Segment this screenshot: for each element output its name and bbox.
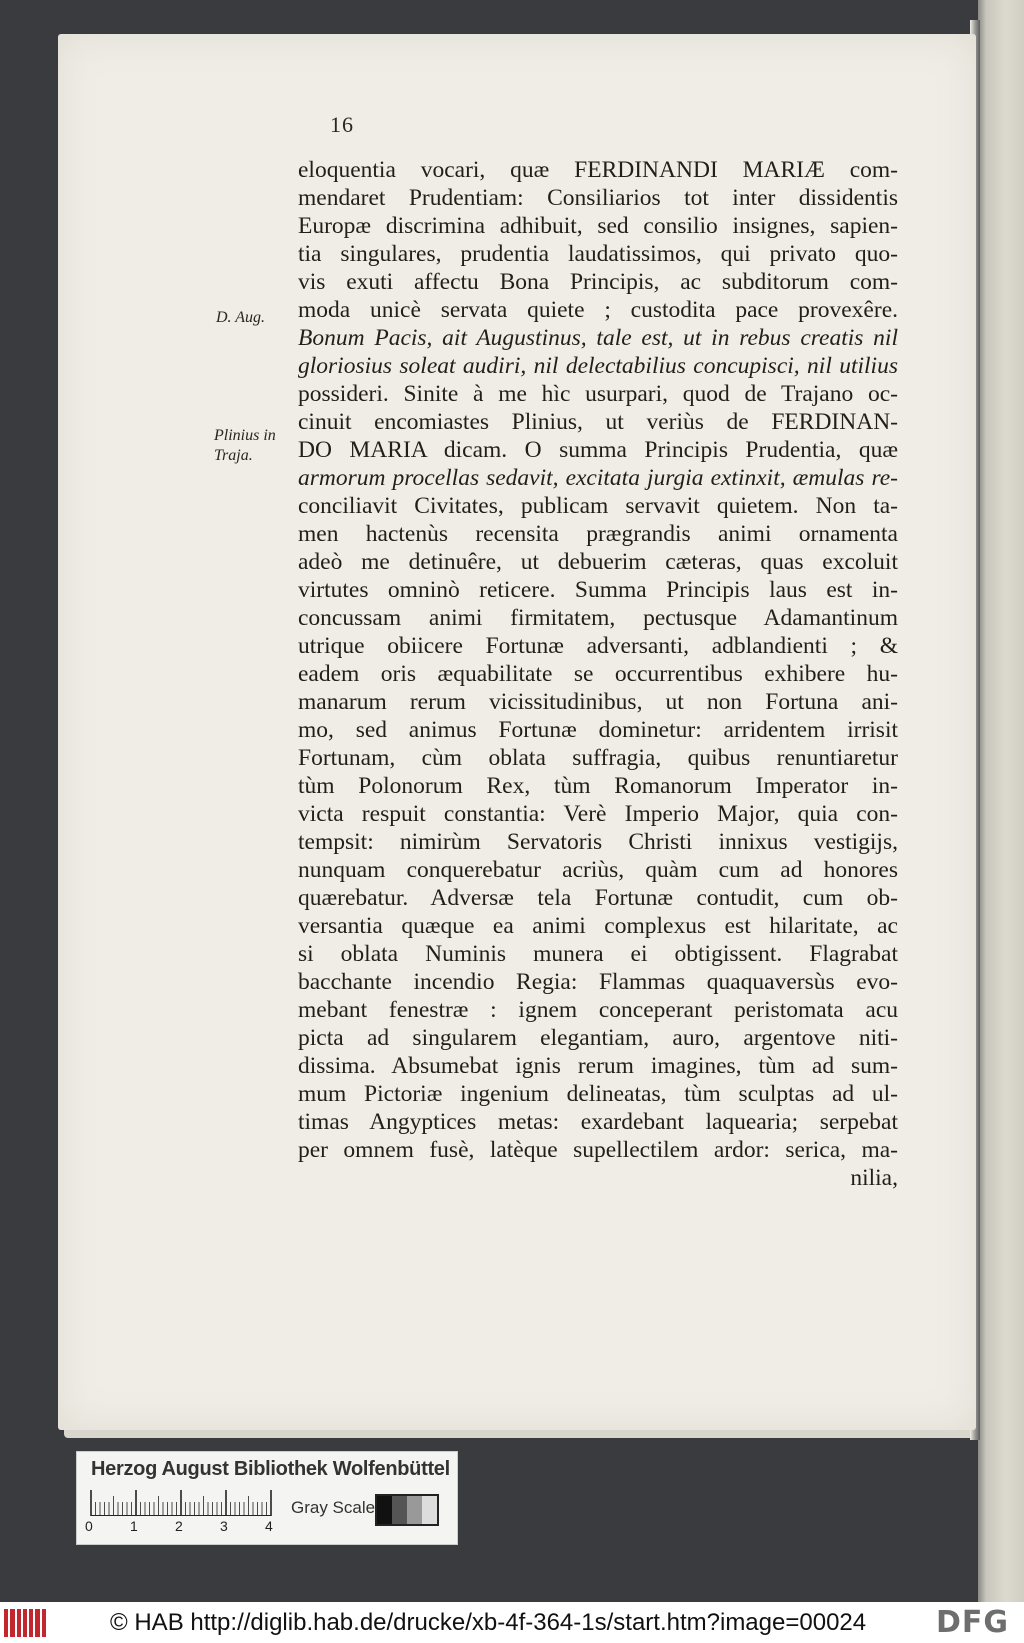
text-line: possideri. Sinite à me hìc usurpari, quod de Trajano oc- bbox=[298, 381, 898, 407]
text-line: DO MARIA dicam. O summa Principis Prudentia, quæ bbox=[298, 437, 898, 463]
text-line: cinuit encomiastes Plinius, ut veriùs de FERDINAN- bbox=[298, 409, 898, 435]
text-line: tempsit: nimirùm Servatoris Christi innixus vestigijs, bbox=[298, 829, 898, 855]
text-line: nunquam conquerebatur acriùs, quàm cum ad honores bbox=[298, 857, 898, 883]
text-line: moda unicè servata quiete ; custodita pace provexêre. bbox=[298, 297, 898, 323]
gray-scale-label: Gray Scale bbox=[291, 1498, 376, 1517]
text-line: bacchante incendio Regia: Flammas quaquaversùs evo- bbox=[298, 969, 898, 995]
gray-swatch-cell bbox=[422, 1496, 437, 1524]
ruler-numbers bbox=[85, 1518, 285, 1538]
dfg-logo: DFG bbox=[936, 1605, 1010, 1640]
gray-scale-swatch bbox=[375, 1494, 439, 1526]
margin-note-plinius: Plinius in bbox=[214, 427, 276, 444]
text-line: si oblata Numinis munera ei obtigissent. Flagrabat bbox=[298, 941, 898, 967]
text-line: tia singulares, prudentia laudatissimos, qui privato quo- bbox=[298, 241, 898, 267]
text-line: eloquentia vocari, quæ FERDINANDI MARIÆ com- bbox=[298, 157, 898, 183]
text-line: vis exuti affectu Bona Principis, ac subditorum com- bbox=[298, 269, 898, 295]
footer-source-text: © HAB http://diglib.hab.de/drucke/xb-4f-364-1s/start.htm?image=00024 bbox=[110, 1609, 867, 1636]
text-line: quærebatur. Adversæ tela Fortunæ contudit, cum ob- bbox=[298, 885, 898, 911]
gray-swatch-cell bbox=[407, 1496, 422, 1524]
text-line: mum Pictoriæ ingenium delineatas, tùm sculptas ad ul- bbox=[298, 1081, 898, 1107]
ruler-number: 1 bbox=[130, 1518, 138, 1534]
ruler-number: 0 bbox=[85, 1518, 93, 1534]
card-title: Herzog August Bibliothek Wolfenbüttel bbox=[91, 1458, 450, 1480]
margin-note-traja: Traja. bbox=[214, 447, 253, 464]
text-line: Fortunam, cùm oblata suffragia, quibus renuntiaretur bbox=[298, 745, 898, 771]
page-number: 16 bbox=[330, 112, 354, 137]
hab-logo-icon bbox=[4, 1609, 46, 1637]
text-line: nilia, bbox=[850, 1165, 898, 1191]
text-line: armorum procellas sedavit, excitata jurgia extinxit, æmulas re- bbox=[298, 465, 898, 491]
ruler-number: 3 bbox=[220, 1518, 228, 1534]
text-line: eadem oris æquabilitate se occurrentibus exhibere hu- bbox=[298, 661, 898, 687]
text-line: picta ad singularem elegantiam, auro, argentove niti- bbox=[298, 1025, 898, 1051]
text-line: concussam animi firmitatem, pectusque Adamantinum bbox=[298, 605, 898, 631]
text-line: men hactenùs recensita prægrandis animi ornamenta bbox=[298, 521, 898, 547]
text-line: Bonum Pacis, ait Augustinus, tale est, ut in rebus creatis nil bbox=[298, 325, 898, 351]
text-line: versantia quæque ea animi complexus est hilaritate, ac bbox=[298, 913, 898, 939]
text-line: manarum rerum vicissitudinibus, ut non Fortuna ani- bbox=[298, 689, 898, 715]
margin-note-augustinus: D. Aug. bbox=[216, 309, 266, 326]
gray-swatch-cell bbox=[377, 1496, 392, 1524]
text-line: mendaret Prudentiam: Consiliarios tot inter dissidentis bbox=[298, 185, 898, 211]
text-line: conciliavit Civitates, publicam servavit quietem. Non ta- bbox=[298, 493, 898, 519]
text-line: dissima. Absumebat ignis rerum imagines, tùm ad sum- bbox=[298, 1053, 898, 1079]
ruler-number: 2 bbox=[175, 1518, 183, 1534]
ruler-number: 4 bbox=[265, 1518, 273, 1534]
text-line: tùm Polonorum Rex, tùm Romanorum Imperator in- bbox=[298, 773, 898, 799]
text-line: victa respuit constantia: Verè Imperio Major, quia con- bbox=[298, 801, 898, 827]
next-page-edge bbox=[978, 0, 1024, 1602]
ruler-scale bbox=[89, 1490, 274, 1516]
page-body-text bbox=[298, 156, 898, 1192]
text-line: timas Angyptices metas: exardebant laquearia; serpebat bbox=[298, 1109, 898, 1135]
text-line: virtutes omninò reticere. Summa Principis laus est in- bbox=[298, 577, 898, 603]
text-line: gloriosius soleat audiri, nil delectabilius concupisci, nil utilius bbox=[298, 353, 898, 379]
text-line: Europæ discrimina adhibuit, sed consilio insignes, sapien- bbox=[298, 213, 898, 239]
gray-swatch-cell bbox=[392, 1496, 407, 1524]
text-line: mebant fenestræ : ignem conceperant peristomata acu bbox=[298, 997, 898, 1023]
color-reference-card bbox=[76, 1451, 458, 1545]
text-line: utrique obiicere Fortunæ adversanti, adblandienti ; & bbox=[298, 633, 898, 659]
text-line: mo, sed animus Fortunæ dominetur: arridentem irrisit bbox=[298, 717, 898, 743]
text-line: adeò me detinuêre, ut debuerim cæteras, quas excoluit bbox=[298, 549, 898, 575]
text-line: per omnem fusè, latèque supellectilem ardor: serica, ma- bbox=[298, 1137, 898, 1163]
footer-bar bbox=[0, 1602, 1024, 1643]
